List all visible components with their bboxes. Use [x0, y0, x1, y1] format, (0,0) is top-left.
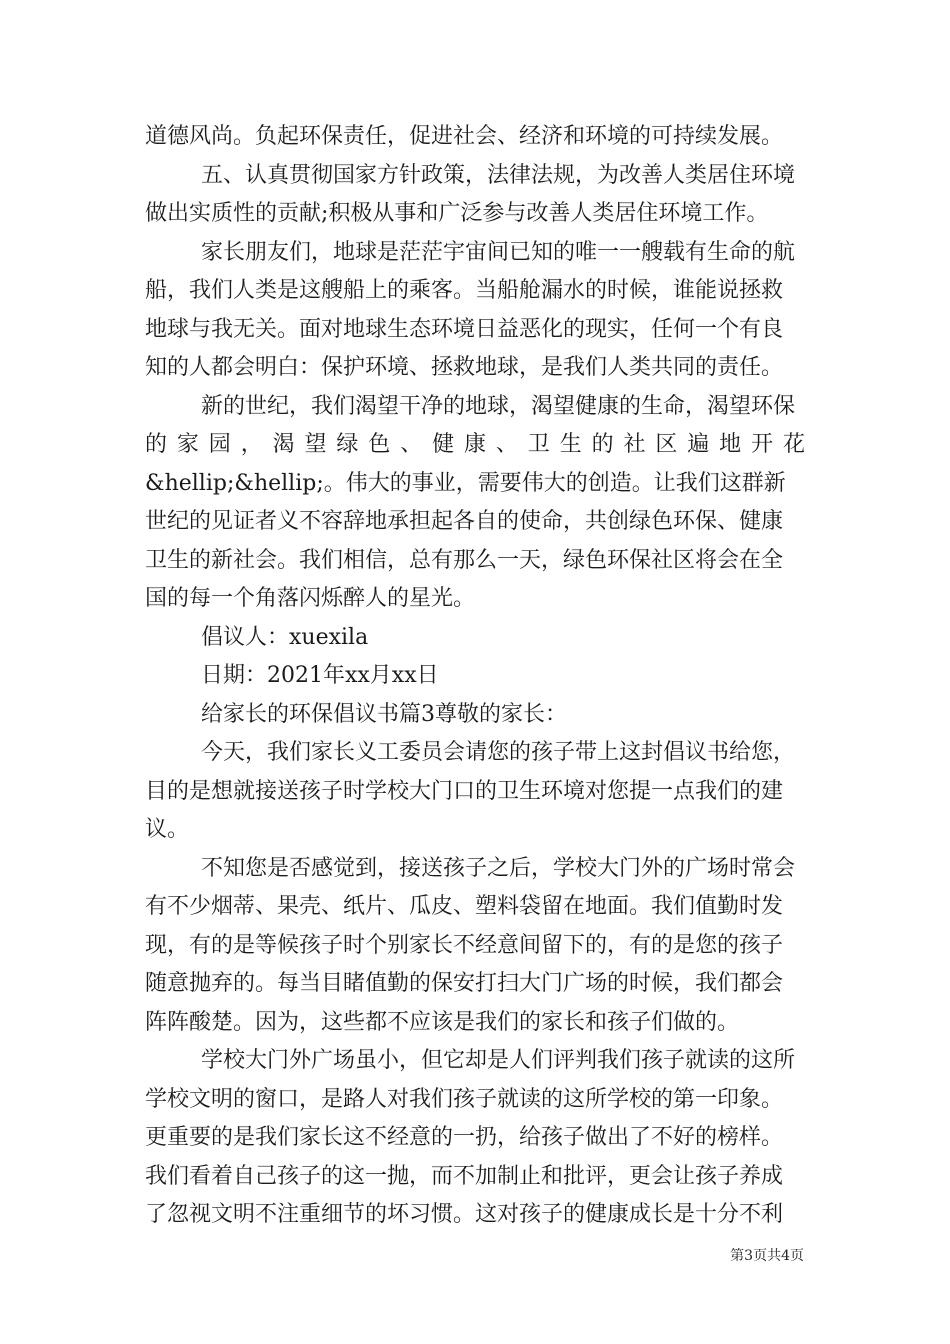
text-line: 的家园，渴望绿色、健康、卫生的社区遍地开花 — [145, 432, 805, 457]
text-line: 家长朋友们，地球是茫茫宇宙间已知的唯一一艘载有生命的航 — [201, 239, 796, 265]
text-line: 学校文明的窗口，是路人对我们孩子就读的这所学校的第一印象。 — [145, 1086, 784, 1112]
text-line: 日期：2021年xx月xx日 — [201, 663, 439, 688]
text-line: 世纪的见证者义不容辞地承担起各自的使命，共创绿色环保、健康 — [145, 509, 784, 534]
text-line: 新的世纪，我们渴望干净的地球，渴望健康的生命，渴望环保 — [201, 393, 796, 419]
text-line: &hellip;&hellip;。伟大的事业，需要伟大的创造。让我们这群新 — [145, 470, 786, 496]
text-line: 我们看着自己孩子的这一抛，而不加制止和批评，更会让孩子养成 — [145, 1163, 784, 1189]
text-line: 有不少烟蒂、果壳、纸片、瓜皮、塑料袋留在地面。我们值勤时发 — [145, 894, 784, 919]
text-line: 学校大门外广场虽小，但它却是人们评判我们孩子就读的这所 — [201, 1048, 796, 1073]
text-line: 阵阵酸楚。因为，这些都不应该是我们的家长和孩子们做的。 — [145, 1009, 740, 1035]
text-line: 了忽视文明不注重细节的坏习惯。这对孩子的健康成长是十分不利 — [145, 1202, 784, 1227]
text-line: 随意抛弃的。每当目睹值勤的保安打扫大门广场的时候，我们都会 — [145, 971, 784, 996]
text-line: 给家长的环保倡议书篇3尊敬的家长： — [201, 701, 567, 727]
text-line: 不知您是否感觉到，接送孩子之后，学校大门外的广场时常会 — [201, 855, 796, 881]
text-line: 议。 — [145, 817, 190, 842]
text-line: 目的是想就接送孩子时学校大门口的卫生环境对您提一点我们的建 — [145, 778, 784, 804]
text-line: 倡议人：xuexila — [201, 624, 369, 650]
text-line: 道德风尚。负起环保责任，促进社会、经济和环境的可持续发展。 — [145, 124, 784, 149]
text-line: 做出实质性的贡献;积极从事和广泛参与改善人类居住环境工作。 — [145, 201, 769, 226]
text-line: 今天，我们家长义工委员会请您的孩子带上这封倡议书给您， — [201, 740, 796, 765]
text-line: 更重要的是我们家长这不经意的一扔，给孩子做出了不好的榜样。 — [145, 1125, 784, 1150]
document-body — [145, 118, 805, 1235]
text-line: 五、认真贯彻国家方针政策，法律法规，为改善人类居住环境 — [201, 162, 796, 188]
text-line: 现，有的是等候孩子时个别家长不经意间留下的，有的是您的孩子 — [145, 932, 784, 958]
text-line: 卫生的新社会。我们相信，总有那么一天，绿色环保社区将会在全 — [145, 547, 784, 573]
text-line: 船，我们人类是这艘船上的乘客。当船舱漏水的时候，谁能说拯救 — [145, 278, 784, 303]
text-line: 知的人都会明白：保护环境、拯救地球，是我们人类共同的责任。 — [145, 355, 784, 380]
text-line: 国的每一个角落闪烁醉人的星光。 — [145, 586, 476, 611]
text-line: 地球与我无关。面对地球生态环境日益恶化的现实，任何一个有良 — [145, 316, 784, 342]
page-number: 第3页共4页 — [730, 1248, 804, 1264]
